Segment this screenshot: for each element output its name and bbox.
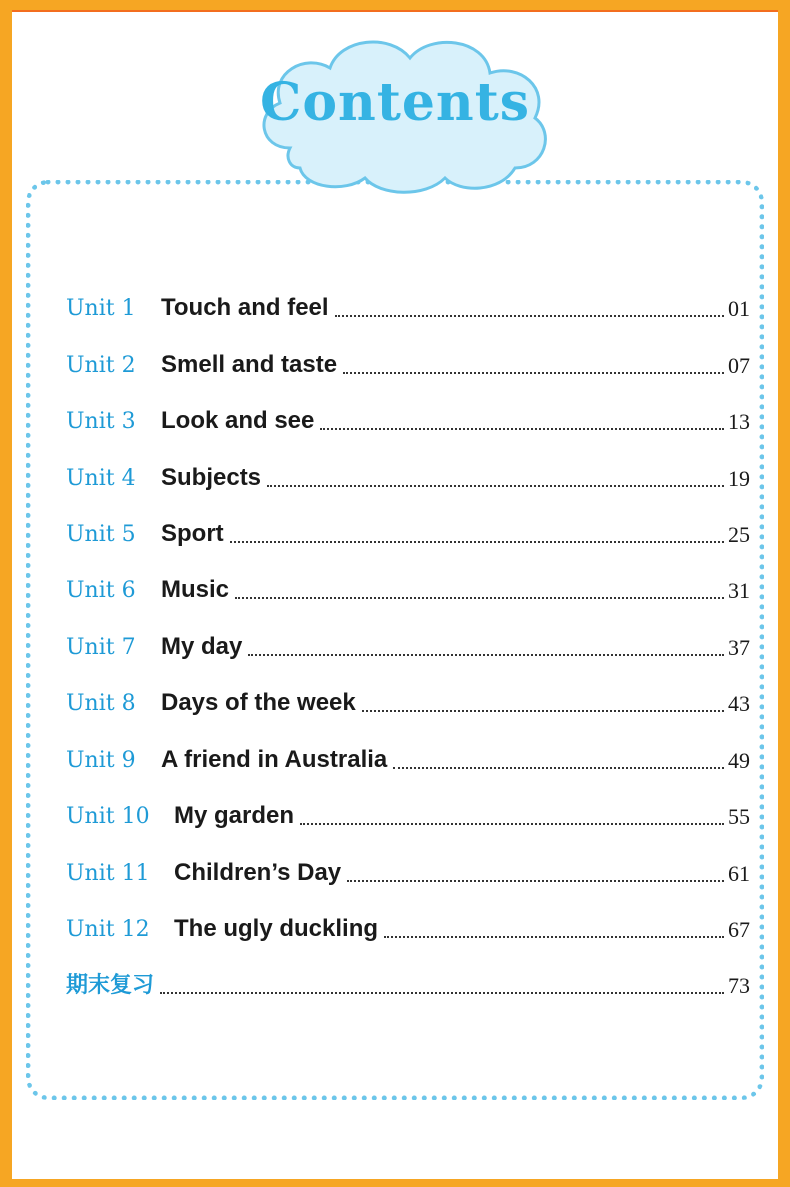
dot-leader (320, 428, 724, 430)
unit-number: Unit 11 (66, 861, 150, 886)
unit-number: Unit 2 (66, 353, 136, 378)
toc-entry[interactable] (66, 788, 750, 828)
toc-entry[interactable] (66, 280, 750, 320)
toc-entry[interactable] (66, 562, 750, 602)
dot-leader (384, 936, 724, 938)
dot-leader (160, 992, 724, 994)
page-number: 19 (728, 466, 750, 491)
unit-number: Unit 1 (66, 296, 136, 321)
unit-number: Unit 5 (66, 522, 136, 547)
unit-title: Subjects (161, 464, 262, 491)
page-number: 07 (728, 353, 750, 378)
dot-leader (235, 597, 724, 599)
toc-entry[interactable] (66, 619, 750, 659)
unit-title: A friend in Australia (161, 746, 388, 773)
dot-leader (335, 315, 724, 317)
unit-number: Unit 8 (66, 691, 136, 716)
page-number: 25 (728, 522, 750, 547)
page-number: 31 (728, 578, 750, 603)
page-number: 73 (728, 973, 750, 998)
page-number: 61 (728, 861, 750, 886)
unit-title: Sport (161, 520, 224, 547)
unit-title: Touch and feel (161, 294, 329, 321)
unit-number: Unit 3 (66, 409, 136, 434)
dot-leader (347, 880, 724, 882)
toc-entry[interactable] (66, 675, 750, 715)
dot-leader (267, 485, 724, 487)
page-number: 01 (728, 296, 750, 321)
unit-title: Children’s Day (174, 859, 342, 886)
toc-entry[interactable] (66, 732, 750, 772)
unit-number: Unit 4 (66, 466, 136, 491)
toc-entry[interactable] (66, 393, 750, 433)
page-number: 37 (728, 635, 750, 660)
unit-title: The ugly duckling (174, 915, 379, 942)
page-number: 13 (728, 409, 750, 434)
unit-title: Days of the week (161, 689, 356, 716)
dot-leader (230, 541, 724, 543)
toc-entry[interactable] (66, 337, 750, 377)
toc-entry-review[interactable] (66, 957, 750, 997)
unit-number: Unit 7 (66, 635, 136, 660)
page-number: 49 (728, 748, 750, 773)
page-title: Contents (259, 72, 531, 133)
toc-entry[interactable] (66, 450, 750, 490)
page-number: 43 (728, 691, 750, 716)
unit-number: Unit 6 (66, 578, 136, 603)
page-number: 55 (728, 804, 750, 829)
unit-title: Look and see (161, 407, 315, 434)
dot-leader (248, 654, 724, 656)
toc-entry[interactable] (66, 901, 750, 941)
unit-title: Smell and taste (161, 351, 338, 378)
dot-leader (362, 710, 724, 712)
unit-title: My garden (174, 802, 295, 829)
unit-title: Music (161, 576, 230, 603)
unit-number: Unit 9 (66, 748, 136, 773)
review-title: 期末复习 (66, 973, 155, 998)
unit-number: Unit 10 (66, 804, 150, 829)
dot-leader (343, 372, 724, 374)
dot-leader (300, 823, 724, 825)
page-number: 67 (728, 917, 750, 942)
toc-entry[interactable] (66, 506, 750, 546)
dot-leader (393, 767, 724, 769)
unit-title: My day (161, 633, 243, 660)
toc-entry[interactable] (66, 845, 750, 885)
unit-number: Unit 12 (66, 917, 150, 942)
